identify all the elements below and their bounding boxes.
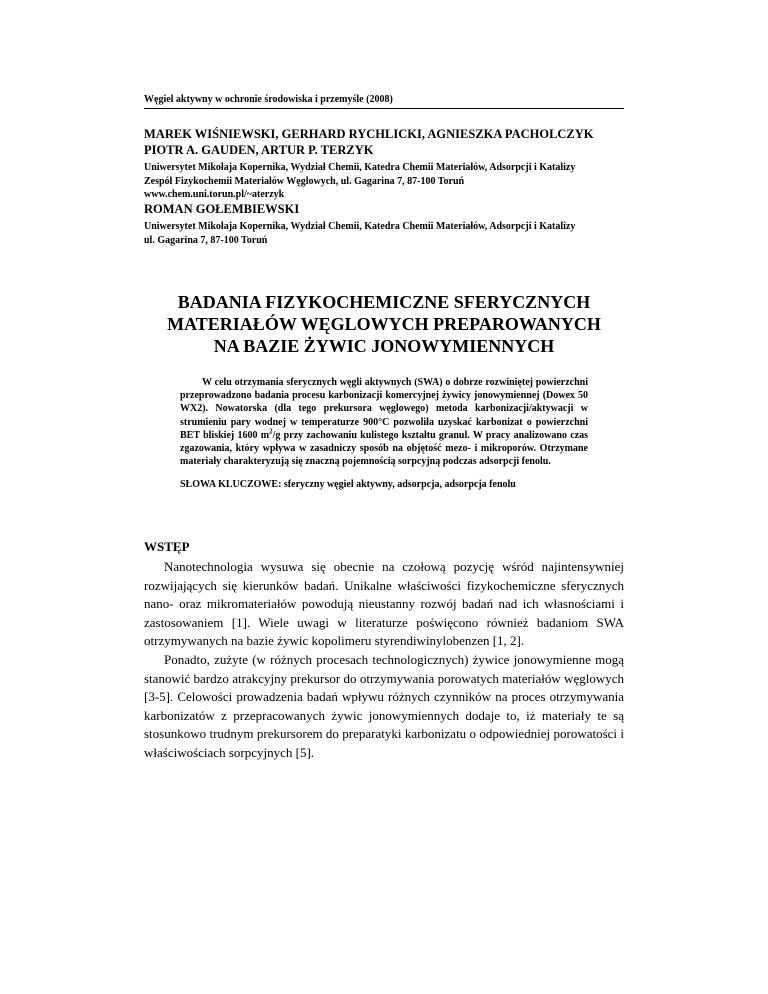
title-line: NA BAZIE ŻYWIC JONOWYMIENNYCH [213, 336, 555, 356]
author-list-1 [144, 126, 624, 158]
body-paragraph: Ponadto, zużyte (w różnych procesach technologicznych) żywice jonowymienne mogą stanowić bardzo atrakcyjny prekursor do otrzymywania porowatych materiałów węglowych [3-5]. Celowości prowadzenia badań wpływu różnych czynników na proces otrzymywania karbonizatów z przepracowanych żywic jonowymiennych dodaje to, iż materiały te są stosunkowo trudnym prekursorem do preparatyki karbonizatu o odpowiedniej porowatości i właściwościach sorpcyjnych [5]. [144, 651, 624, 760]
affiliation-line: Uniwersytet Mikołaja Kopernika, Wydział Chemii, Katedra Chemii Materiałów, Adsorpcji i Katalizy [144, 221, 576, 232]
affiliation-line: ul. Gagarina 7, 87-100 Toruń [144, 234, 268, 246]
body-paragraph: Nanotechnologia wysuwa się obecnie na czołową pozycję wśród najintensywniej rozwijających się kierunków badań. Unikalne właściwości fizykochemiczne sferycznych nano- oraz mikromateriałów powodują nieustanny rozwój badań nad ich własnościami i zastosowaniem [1]. Wiele uwagi w literaturze poświęcono również badaniom SWA otrzymywanych na bazie żywic kopolimeru styrendiwinylobenzen [1, 2]. [144, 559, 624, 649]
affiliation-1 [144, 161, 624, 202]
keywords: SŁOWA KLUCZOWE: sferyczny węgiel aktywny, adsorpcja, adsorpcja fenolu [180, 479, 516, 490]
section-heading: WSTĘP [144, 539, 190, 554]
section-body [144, 558, 624, 763]
author-line: MAREK WIŚNIEWSKI, GERHARD RYCHLICKI, AGNIESZKA PACHOLCZYK [144, 127, 594, 141]
affiliation-line: Uniwersytet Mikołaja Kopernika, Wydział Chemii, Katedra Chemii Materiałów, Adsorpcji i Katalizy [144, 162, 576, 173]
title-line: BADANIA FIZYKOCHEMICZNE SFERYCZNYCH [177, 292, 591, 312]
author-line: PIOTR A. GAUDEN, ARTUR P. TERZYK [144, 143, 374, 157]
abstract [180, 376, 588, 468]
affiliation-line: Zespół Fizykochemii Materiałów Węglowych, ul. Gagarina 7, 87-100 Toruń [144, 175, 465, 187]
title-line: MATERIAŁÓW WĘGLOWYCH PREPAROWANYCH [167, 314, 601, 334]
superscript: 2 [269, 427, 273, 436]
author-list-2: ROMAN GOŁEMBIEWSKI [144, 202, 300, 216]
affiliation-url: www.chem.uni.torun.pl/~aterzyk [144, 189, 285, 200]
affiliation-2 [144, 220, 624, 247]
abstract-text: /g przy zachowaniu kulistego kształtu granul. W pracy analizowano czas zgazowania, który wpływa w zasadniczy sposób na objętość mezo- i mikroporów. Otrzymane materiały charakteryzują się znaczną pojemnością sorpcyjną podczas adsorpcji fenolu. [180, 429, 588, 468]
running-header: Węgiel aktywny w ochronie środowiska i przemyśle (2008) [144, 94, 624, 109]
paper-title [144, 291, 624, 357]
abstract-text: W celu otrzymania sferycznych węgli aktywnych (SWA) o dobrze rozwiniętej powierzchni przeprowadzono badania procesu karbonizacji komercyjnej żywicy jonowymiennej (Dowex 50 WX2). Nowatorska (dla tego prekursora węglowego) metoda karbonizacji/aktywacji w strumieniu pary wodnej w temperaturze 900°C pozwoliła uzyskać karbonizat o powierzchni BET bliskiej 1600 m [180, 377, 588, 441]
